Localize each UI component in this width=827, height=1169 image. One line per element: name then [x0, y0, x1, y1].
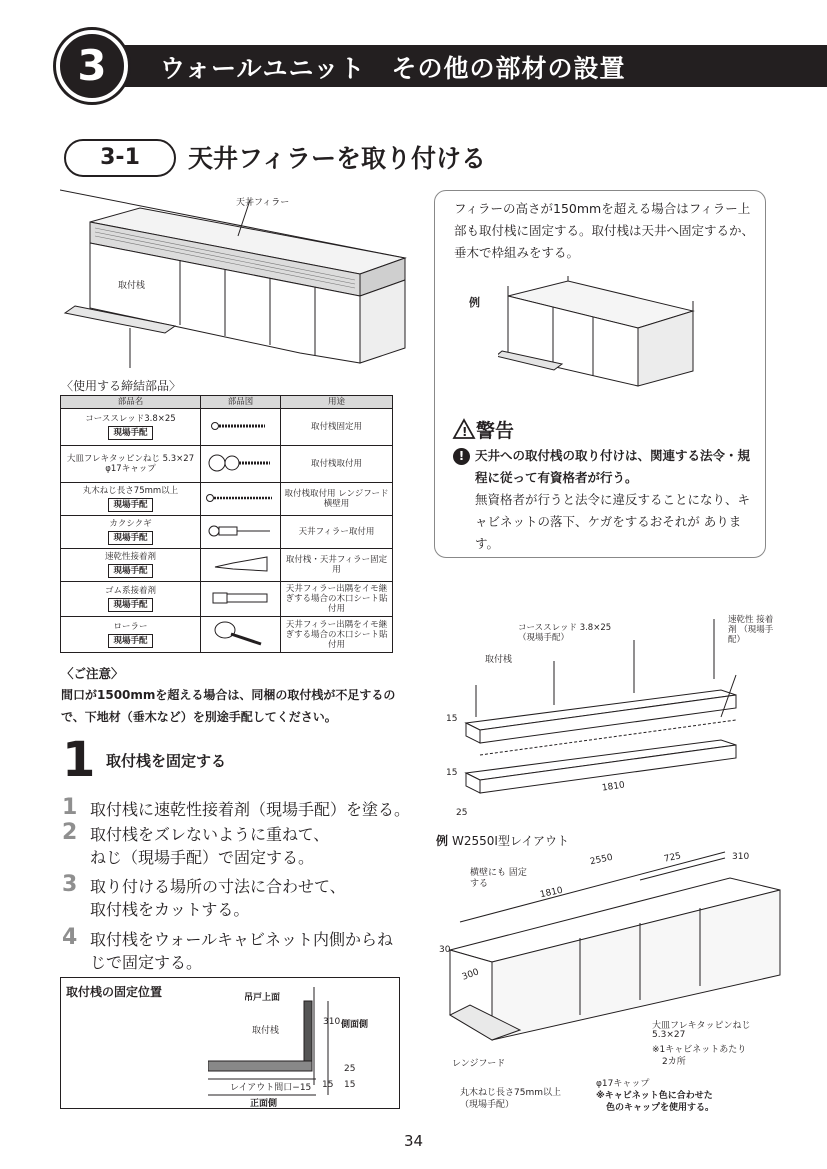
wood-screw-label: 丸木ねじ長さ75mm以上	[460, 1088, 561, 1098]
ceiling-filler-label: 天井フィラー	[236, 198, 290, 208]
batten-fig-label: 取付桟	[485, 655, 513, 665]
dim-1810: 1810	[601, 780, 626, 794]
side-label: 側面側	[341, 1020, 369, 1030]
roller-icon	[211, 618, 271, 648]
subsection-number: 3-1	[100, 145, 140, 170]
example-layout-label: 例	[436, 834, 449, 848]
example-layout-title: W2550I型レイアウト	[452, 834, 569, 848]
table-row	[61, 483, 393, 516]
dim-15-top: 15	[446, 714, 458, 724]
col-header-usage: 用途	[281, 396, 393, 409]
parts-table-caption: 〈使用する締結部品〉	[61, 379, 182, 393]
warning-body-text: 無資格者が行うと法令に違反することになり、キャビネットの落下、ケガをするおそれが あります。	[475, 492, 751, 551]
coarse-thread-label: コーススレッド 3.8×25（現場手配）	[518, 623, 612, 643]
cabinet-filler-illustration	[60, 188, 410, 373]
batten-assembly-illustration	[436, 615, 756, 820]
caution-title: 〈ご注意〉	[61, 666, 124, 681]
dim-30: 30	[439, 945, 451, 955]
example-label: 例	[469, 296, 480, 309]
part-name: コーススレッド3.8×25	[85, 414, 176, 424]
on-site-badge: 現場手配	[108, 498, 152, 512]
substep-text: 取り付ける場所の寸法に合わせて、取付桟をカットする。	[90, 877, 346, 919]
tapping-screw-icon	[208, 453, 274, 473]
wood-screw-note: （現場手配）	[460, 1100, 515, 1110]
tapping-screw-note-2: 2カ所	[662, 1057, 686, 1067]
warning-triangle-icon	[452, 418, 476, 440]
side-wall-note: 横壁にも 固定する	[470, 868, 527, 889]
table-row	[61, 549, 393, 582]
adhesive-label: 速乾性 接着剤 （現場手配）	[728, 615, 774, 645]
note-text: フィラーの高さが150mmを超える場合はフィラー上部も取付桟に固定する。取付桟は天井へ固定するか、垂木で枠組みをする。	[454, 201, 755, 260]
part-name: ローラー	[113, 621, 148, 632]
exclamation-icon: !	[453, 448, 470, 465]
cabinet-top-label: 吊戸上面	[244, 993, 281, 1003]
table-row	[61, 617, 393, 653]
substep-number: 3	[62, 872, 78, 897]
svg-text:!: !	[462, 425, 468, 439]
dim-15: 15	[344, 1080, 356, 1090]
subsection-number-pill	[64, 139, 176, 177]
dim-2550: 2550	[589, 852, 614, 868]
substep-number: 4	[62, 925, 78, 950]
screw-icon	[211, 420, 271, 432]
batten-label: 取付桟	[252, 1026, 280, 1036]
part-name: 大皿フレキタッピンねじ 5.3×27 φ17キャップ	[61, 446, 201, 483]
part-usage: 天井フィラー出隅をイモ継ぎする場合の木口シート貼付用	[281, 617, 393, 653]
adhesive-tube-icon	[211, 555, 271, 573]
part-usage: 取付桟取付用	[281, 446, 393, 483]
section-title: ウォールユニット その他の部材の設置	[160, 54, 626, 83]
on-site-badge: 現場手配	[108, 598, 152, 612]
filler-frame-example-illustration	[498, 276, 708, 391]
tapping-screw-note: ※1キャビネットあたり	[652, 1045, 747, 1055]
part-usage: 取付桟固定用	[281, 409, 393, 446]
part-name: ゴム系接着剤	[104, 586, 156, 596]
on-site-badge: 現場手配	[108, 564, 152, 578]
subsection-title: 天井フィラーを取り付ける	[188, 144, 487, 173]
step-number: 1	[62, 732, 96, 788]
rubber-adhesive-icon	[210, 590, 272, 606]
part-usage: 天井フィラー出隅をイモ継ぎする場合の木口シート貼付用	[281, 582, 393, 617]
front-label: 正面側	[250, 1099, 278, 1109]
caution-text: 間口が1500mmを超える場合は、同梱の取付桟が不足するので、下地材（垂木など）を別途手配してください。	[61, 688, 396, 724]
tapping-screw-size: 5.3×27	[652, 1030, 686, 1040]
on-site-badge: 現場手配	[108, 531, 152, 545]
dim-300: 300	[460, 967, 481, 983]
part-usage: 取付桟・天井フィラー固定用	[281, 549, 393, 582]
cap-note-2: 色のキャップを使用する。	[606, 1103, 715, 1113]
hidden-nail-icon	[208, 524, 274, 538]
col-header-figure: 部品図	[201, 396, 281, 409]
substep-number: 2	[62, 820, 78, 845]
dim-25-fig: 25	[456, 808, 468, 818]
part-usage: 天井フィラー取付用	[281, 516, 393, 549]
part-usage: 取付桟取付用 レンジフード横壁用	[281, 483, 393, 516]
dim-15b: 15	[322, 1080, 334, 1090]
dim-310-example: 310	[732, 852, 750, 862]
dim-1810-example: 1810	[539, 885, 564, 901]
part-name: 速乾性接着剤	[104, 552, 156, 562]
part-name: 丸木ねじ長さ75mm以上	[82, 486, 179, 496]
dim-25: 25	[344, 1064, 356, 1074]
batten-label: 取付桟	[118, 281, 146, 291]
layout-width-label: レイアウト間口−15	[230, 1083, 312, 1093]
cap-note: ※キャビネット色に合わせた	[596, 1091, 713, 1101]
substep-text: 取付桟をウォールキャビネット内側からねじで固定する。	[90, 930, 394, 972]
wood-screw-icon	[206, 492, 276, 504]
part-name: カクシクギ	[109, 519, 152, 529]
substep-text: 取付桟をズレないように重ねて、ねじ（現場手配）で固定する。	[90, 825, 330, 867]
substep-text: 取付桟に速乾性接着剤（現場手配）を塗る。	[90, 800, 411, 819]
table-row	[61, 446, 393, 483]
warning-title: 警告	[476, 420, 515, 442]
tapping-screw-label: 大皿フレキタッピンねじ	[652, 1021, 751, 1031]
table-row	[61, 516, 393, 549]
warning-bold-text: 天井への取付桟の取り付けは、関連する法令・規程に従って有資格者が行う。	[475, 448, 751, 485]
on-site-badge: 現場手配	[108, 426, 152, 440]
parts-table	[60, 395, 393, 653]
table-row	[61, 582, 393, 617]
dim-725: 725	[663, 851, 683, 865]
section-number: 3	[77, 41, 107, 90]
substep-number: 1	[62, 795, 78, 820]
col-header-name: 部品名	[61, 396, 201, 409]
page-number: 34	[403, 1132, 424, 1150]
table-row	[61, 409, 393, 446]
step-title: 取付桟を固定する	[106, 752, 227, 770]
cap-label: φ17キャップ	[596, 1079, 650, 1089]
dim-15-bottom: 15	[446, 768, 458, 778]
range-hood-label: レンジフード	[452, 1059, 506, 1069]
fix-position-title: 取付桟の固定位置	[66, 985, 163, 999]
dim-310: 310	[323, 1017, 341, 1027]
on-site-badge: 現場手配	[108, 634, 152, 648]
